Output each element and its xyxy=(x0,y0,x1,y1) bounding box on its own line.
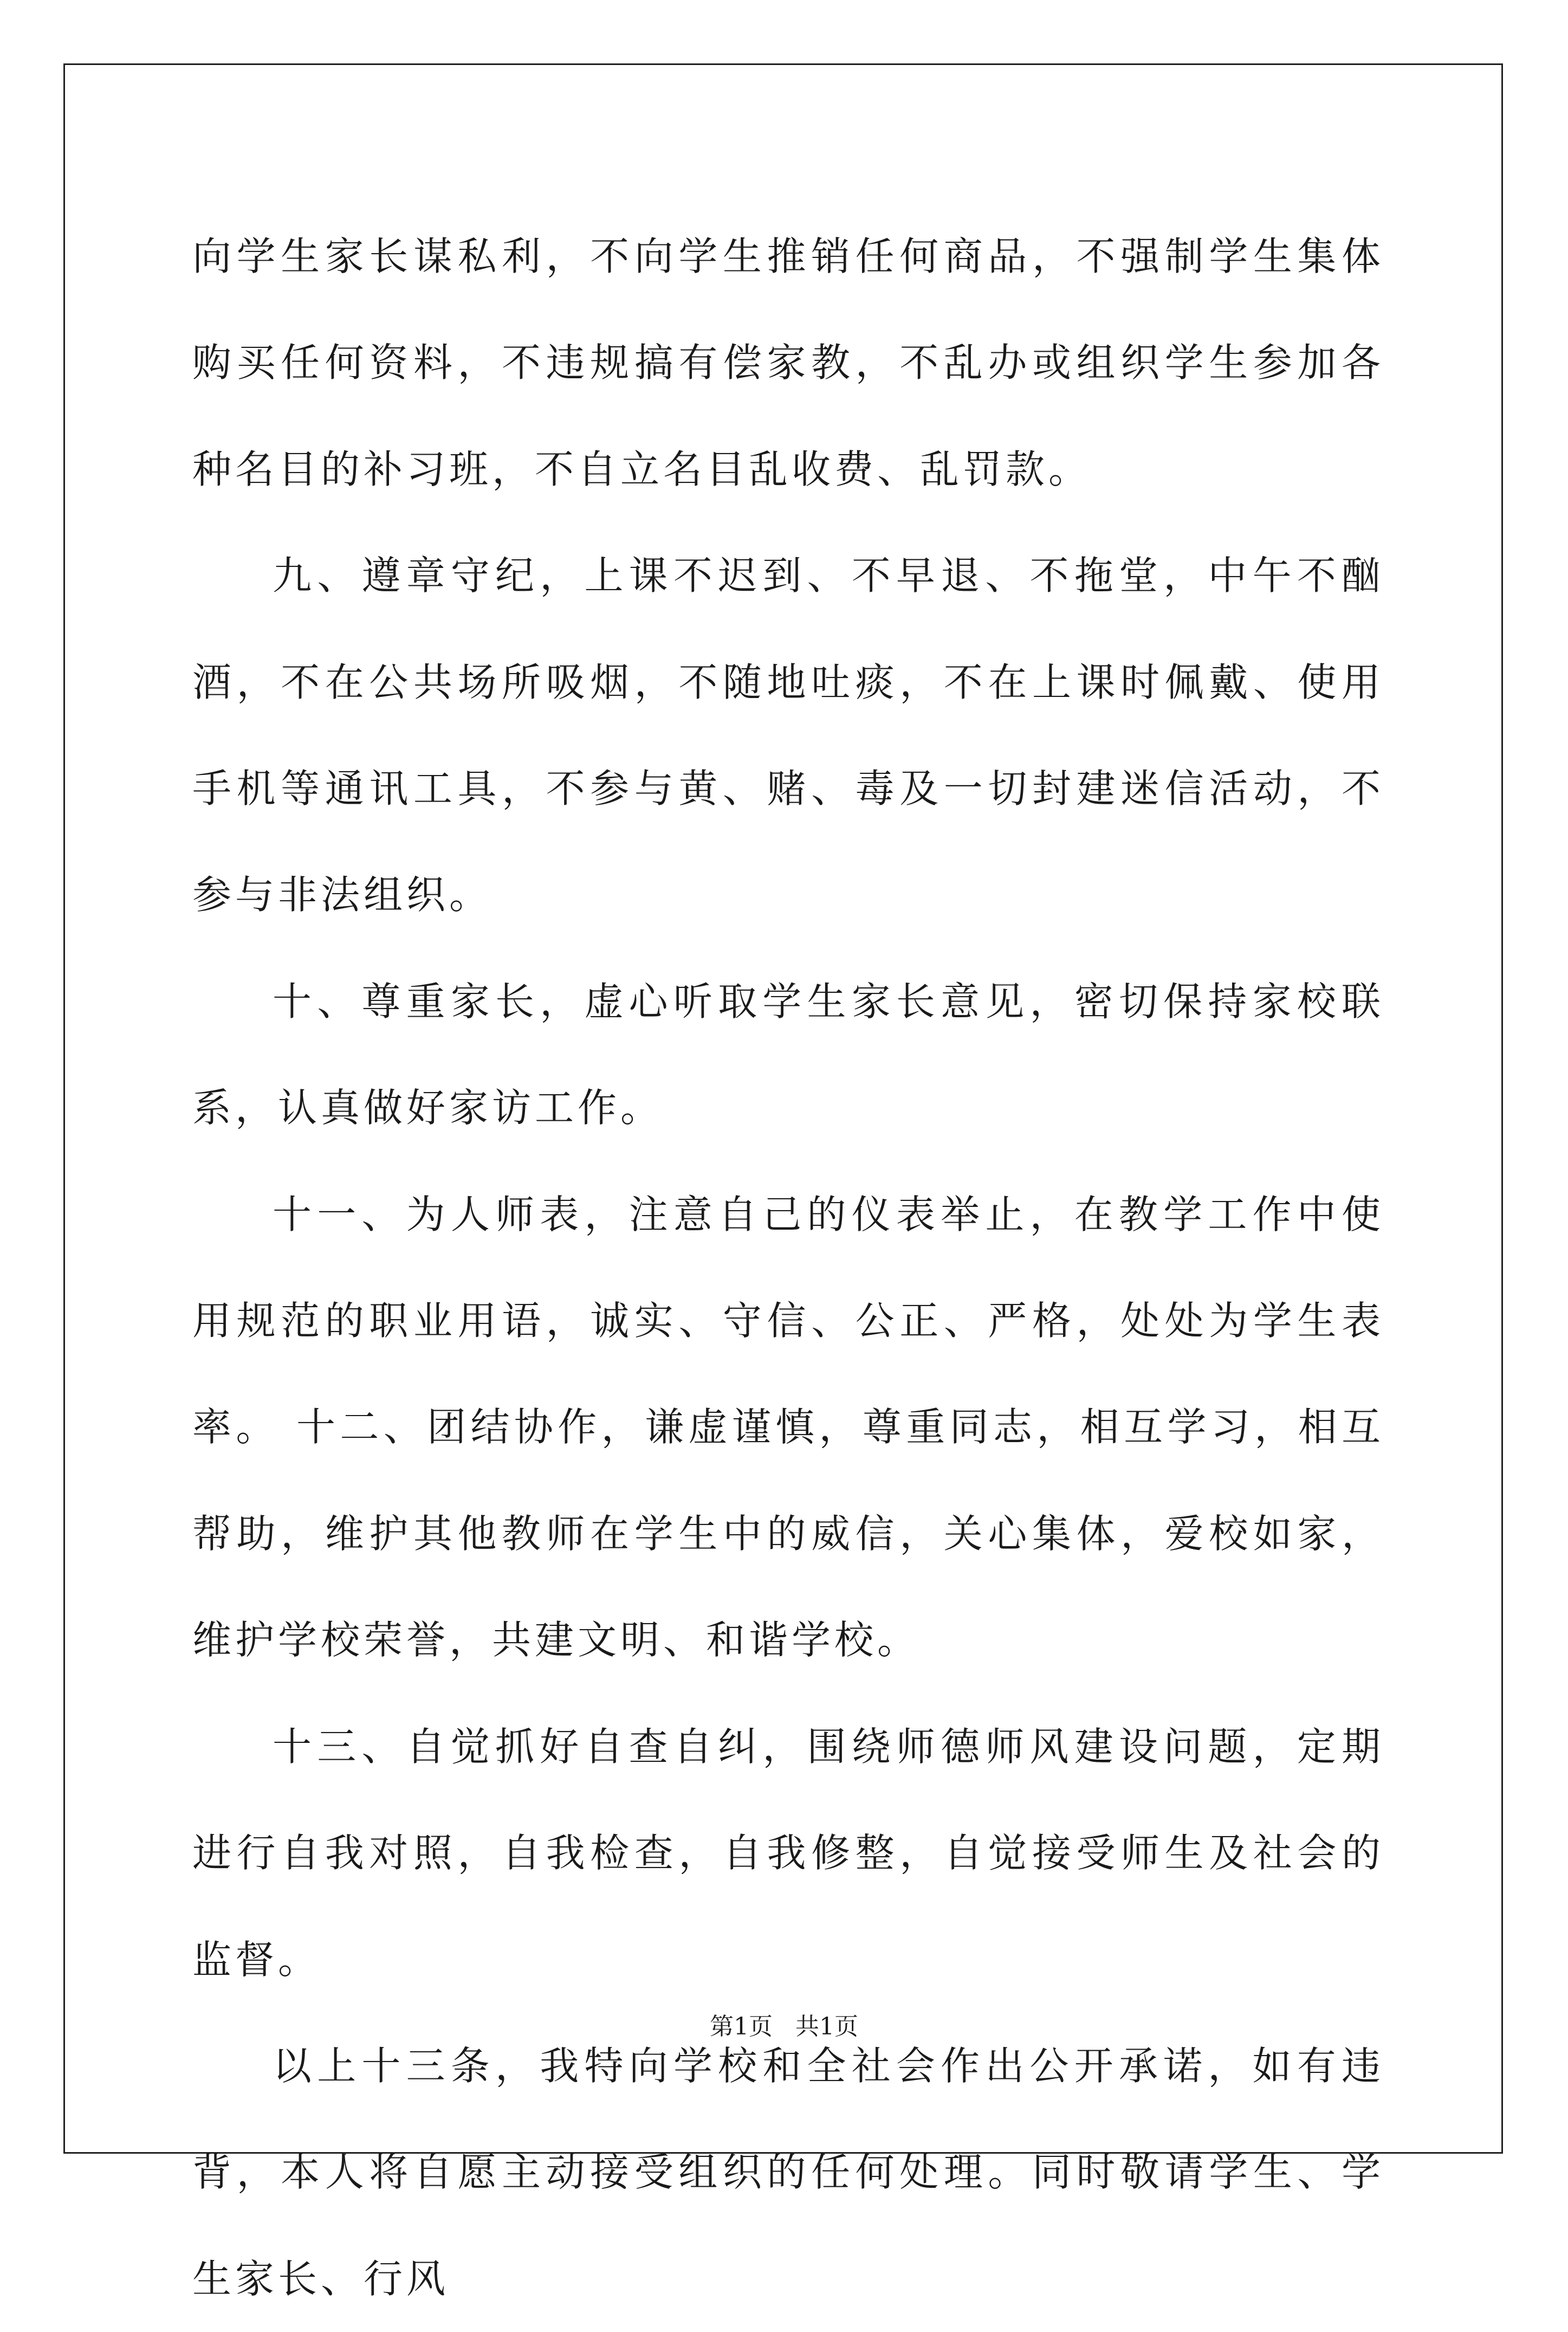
paragraph-continuation: 向学生家长谋私利，不向学生推销任何商品，不强制学生集体购买任何资料，不违规搞有偿家教，不乱办或组织学生参加各种名目的补习班，不自立名目乱收费、乱罚款。 xyxy=(192,234,1384,492)
paragraph-item-13: 十三、自觉抓好自查自纠，围绕师德师风建设问题，定期进行自我对照，自我检查，自我修整，自觉接受师生及社会的监督。 xyxy=(192,1723,1384,1982)
paragraph-item-9: 九、遵章守纪，上课不迟到、不早退、不拖堂，中午不酗酒，不在公共场所吸烟，不随地吐痰，不在上课时佩戴、使用手机等通讯工具，不参与黄、赌、毒及一切封建迷信活动，不参与非法组织。 xyxy=(192,553,1384,918)
page-number-footer: 第1页 共1页 xyxy=(710,2013,858,2040)
paragraph-item-10: 十、尊重家长，虚心听取学生家长意见，密切保持家校联系，认真做好家访工作。 xyxy=(192,978,1384,1131)
paragraph-pledge: 以上十三条，我特向学校和全社会作出公开承诺，如有违背，本人将自愿主动接受组织的任何处理。同时敬请学生、学生家长、行风 xyxy=(192,2043,1384,2302)
paragraph-item-11-12: 十一、为人师表，注意自己的仪表举止，在教学工作中使用规范的职业用语，诚实、守信、公正、严格，处处为学生表率。 十二、团结协作，谦虚谨慎，尊重同志，相互学习，相互帮助，维护其他教师在学生中的威信，关心集体，爱校如家，维护学校荣誉，共建文明、和谐学校。 xyxy=(192,1191,1384,1663)
